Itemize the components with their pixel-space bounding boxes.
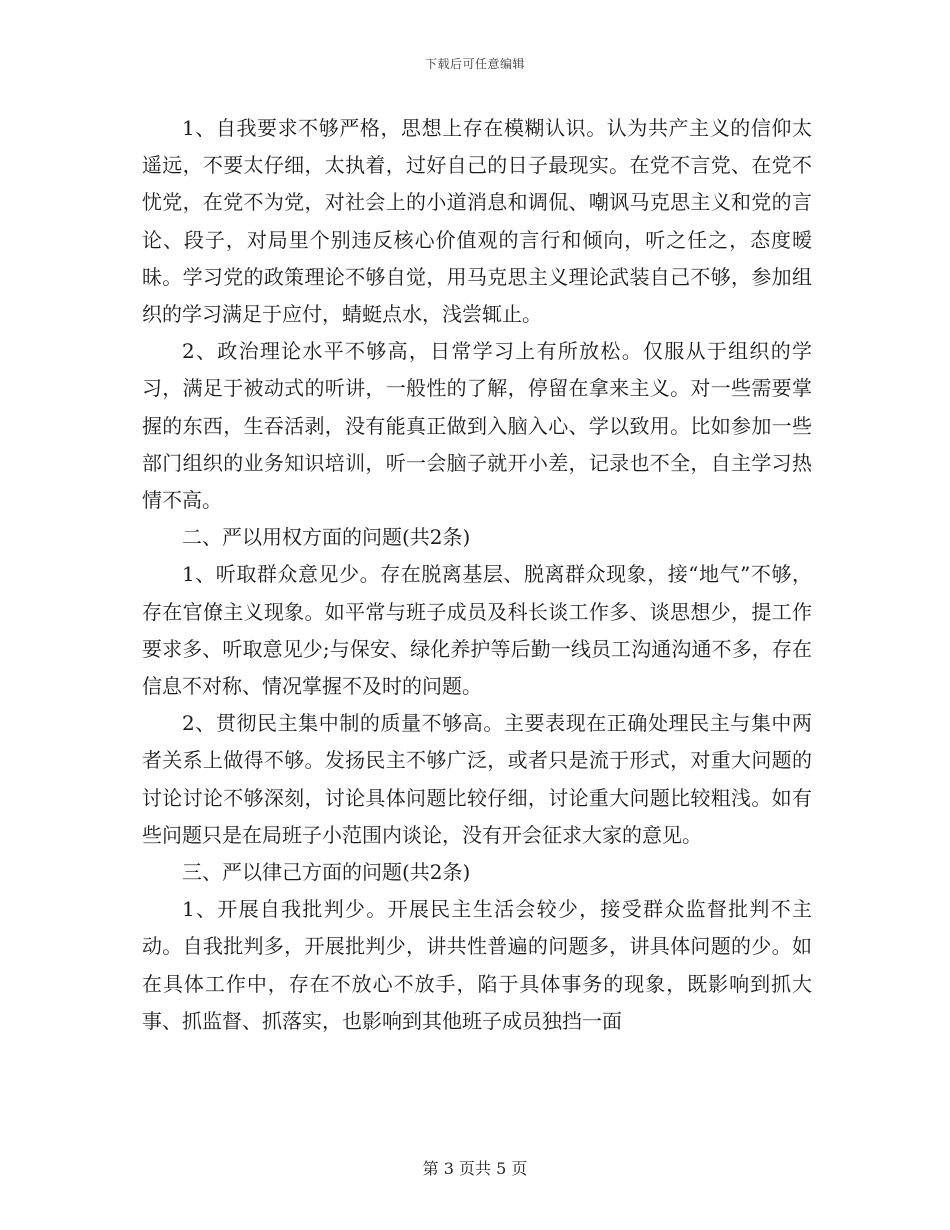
document-body xyxy=(142,110,812,1040)
page-number: 第 3 页共 5 页 xyxy=(422,1159,528,1178)
paragraph-listen-masses-1: 1、听取群众意见少。存在脱离基层、脱离群众现象，接“地气”不够，存在官僚主义现象。如平常与班子成员及科长谈工作多、谈思想少，提工作要求多、听取意见少;与保安、绿化养护等后勤一线员工沟通沟通不多，存在信息不对称、情况掌握不及时的问题。 xyxy=(142,562,812,699)
section-heading-self-discipline: 三、严以律己方面的问题(共2条) xyxy=(182,860,471,885)
paragraph-self-criticism-1: 1、开展自我批判少。开展民主生活会较少，接受群众监督批判不主动。自我批判多，开展批判少，讲共性普遍的问题多，讲具体问题的少。如在具体工作中，存在不放心不放手，陷于具体事务的现象，既影响到抓大事、抓监督、抓落实，也影响到其他班子成员独挡一面 xyxy=(142,897,812,1033)
section-heading-power-use: 二、严以用权方面的问题(共2条) xyxy=(182,525,471,550)
paragraph-self-discipline-1: 1、自我要求不够严格，思想上存在模糊认识。认为共产主义的信仰太遥远，不要太仔细，太执着，过好自己的日子最现实。在党不言党、在党不忧党，在党不为党，对社会上的小道消息和调侃、嘲讽马克思主义和党的言论、段子，对局里个别违反核心价值观的言行和倾向，听之任之，态度暧昧。学习党的政策理论不够自觉，用马克思主义理论武装自己不够，参加组织的学习满足于应付，蜻蜓点水，浅尝辄止。 xyxy=(142,116,812,327)
page-header-note: 下载后可任意编辑 xyxy=(424,57,525,71)
paragraph-democratic-centralism-2: 2、贯彻民主集中制的质量不够高。主要表现在正确处理民主与集中两者关系上做得不够。发扬民主不够广泛，或者只是流于形式，对重大问题的讨论讨论不够深刻，讨论具体问题比较仔细，讨论重大问题比较粗浅。如有些问题只是在局班子小范围内谈论，没有开会征求大家的意见。 xyxy=(142,711,812,847)
paragraph-political-theory-2: 2、政治理论水平不够高，日常学习上有所放松。仅服从于组织的学习，满足于被动式的听讲，一般性的了解，停留在拿来主义。对一些需要掌握的东西，生吞活剥，没有能真正做到入脑入心、学以致用。比如参加一些部门组织的业务知识培训，听一会脑子就开小差，记录也不全，自主学习热情不高。 xyxy=(142,339,812,513)
